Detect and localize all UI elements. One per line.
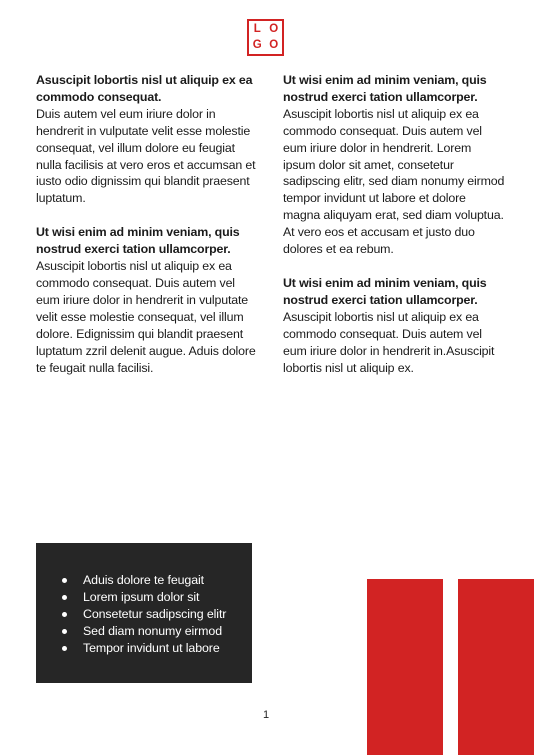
left-column — [36, 72, 256, 393]
logo-letter: O — [269, 22, 279, 35]
bullet-item-text: Consetetur sadipscing elitr — [83, 607, 227, 621]
bullet-dot-icon — [62, 646, 67, 651]
bullet-dot-icon — [62, 629, 67, 634]
paragraph — [36, 224, 256, 376]
bullet-list — [62, 572, 252, 657]
paragraph-heading: Ut wisi enim ad minim veniam, quis nostrud exerci tation ullamcorper. — [283, 73, 487, 104]
paragraph-body: Asuscipit lobortis nisl ut aliquip ex ea commodo consequat. Duis autem vel eum iriure dolor in hendrerit in vulputate velit esse molestie consequat, vel illum dolore. Edignissim qui blandit praesent luptatum zzril delenit augue. Aduis dolore te feugait nulla facilisi. — [36, 259, 256, 375]
logo-letter: O — [269, 39, 279, 51]
paragraph-body: Asuscipit lobortis nisl ut aliquip ex ea commodo consequat. Duis autem vel eum iriure dolor in hendrerit in.Asuscipit lobortis nisl ut aliquip ex. — [283, 309, 495, 375]
paragraph — [283, 72, 505, 258]
bullet-dot-icon — [62, 578, 67, 583]
paragraph — [36, 72, 256, 207]
bullet-item — [62, 572, 252, 589]
bullet-list-box — [36, 543, 252, 683]
bullet-item — [62, 640, 252, 657]
paragraph — [283, 275, 505, 376]
right-column — [283, 72, 505, 393]
bullet-dot-icon — [62, 595, 67, 600]
paragraph-heading: Ut wisi enim ad minim veniam, quis nostrud exerci tation ullamcorper. — [36, 225, 240, 257]
red-accent-bar — [367, 579, 443, 755]
red-accent-bar — [458, 579, 534, 755]
bullet-item-text: Tempor invidunt ut labore — [83, 641, 220, 655]
bullet-item — [62, 606, 252, 623]
page-number: 1 — [262, 709, 270, 721]
logo-letter: G — [252, 39, 262, 51]
paragraph-heading: Ut wisi enim ad minim veniam, quis nostrud exerci tation ullamcorper. — [283, 275, 487, 307]
bullet-item-text: Sed diam nonumy eirmod — [83, 624, 222, 638]
bullet-item — [62, 589, 252, 606]
paragraph-heading: Asuscipit lobortis nisl ut aliquip ex ea commodo consequat. — [36, 73, 253, 104]
bullet-item-text: Aduis dolore te feugait — [83, 573, 205, 587]
logo — [247, 19, 284, 56]
logo-letter: L — [253, 22, 261, 35]
paragraph-body: Duis autem vel eum iriure dolor in hendrerit in vulputate velit esse molestie consequat, vel illum dolore eu feugiat nulla facilisis at vero eros et accumsan et iusto odio dignissim qui blandit praesent luptatum. — [36, 106, 256, 206]
bullet-item — [62, 623, 252, 640]
bullet-item-text: Lorem ipsum dolor sit — [83, 590, 200, 604]
paragraph-body: Asuscipit lobortis nisl ut aliquip ex ea commodo consequat. Duis autem vel eum iriure dolor in hendrerit. Lorem ipsum dolor sit amet, consetetur sadipscing elitr, sed diam nonumy eirmod tempor invidunt ut labore et dolore magna aliquyam erat, sed diam voluptua. At vero eos et accusam et justo duo dolores et ea rebum. — [283, 106, 505, 257]
bullet-dot-icon — [62, 612, 67, 617]
